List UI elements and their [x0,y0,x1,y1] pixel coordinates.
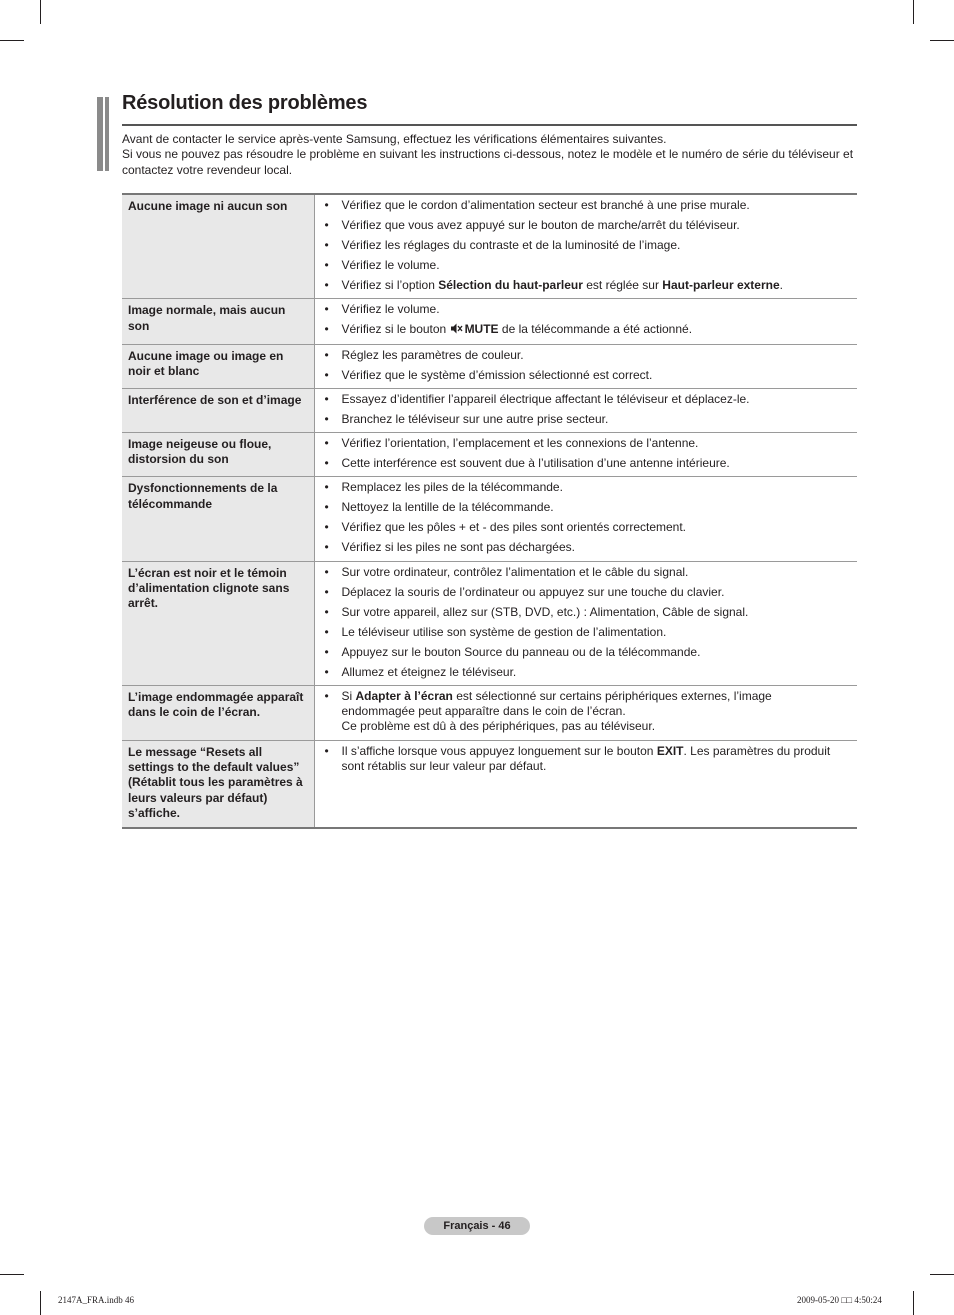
solution-item [325,198,848,213]
solution-item [325,625,848,640]
solution-text: Vérifiez que le cordon d’alimentation secteur est branché à une prise murale. [341,198,750,212]
emphasis-text: Haut-parleur externe [662,277,780,292]
solutions-cell [314,433,857,477]
solution-list [325,348,848,383]
solution-text: Vérifiez que les pôles + et - des piles sont orientés correctement. [341,520,687,535]
solution-item [325,392,848,407]
crop-mark [0,40,24,41]
solution-text: Vérifiez que vous avez appuyé sur le bouton de marche/arrêt du téléviseur. [341,217,740,232]
emphasis-text: Adapter à l’écran [355,688,453,703]
solution-text: Le téléviseur utilise son système de gestion de l’alimentation. [341,624,667,639]
solution-text: Remplacez les piles de la télécommande. [341,480,563,495]
solution-text: Allumez et éteignez le téléviseur. [341,664,517,679]
problem-cell: Dysfonctionnements de la télécommande [122,477,314,561]
problem-cell: Aucune image ou image en noir et blanc [122,344,314,388]
solution-text: Réglez les paramètres de couleur. [341,347,524,362]
solution-list [325,565,848,680]
solution-text: Essayez d’identifier l’appareil électrique affectant le téléviseur et déplacez-le. [341,391,750,406]
solution-text: Déplacez la souris de l’ordinateur ou appuyez sur une touche du clavier. [341,584,725,599]
solutions-cell [314,685,857,740]
page-title: Résolution des problèmes [122,92,368,114]
solutions-cell [314,388,857,432]
solution-text: Vérifiez si l’option [341,277,439,292]
solution-item [325,645,848,660]
solution-text: Appuyez sur le bouton Source du panneau ou de la télécommande. [341,644,701,659]
solution-item [325,302,848,317]
solution-text: de la télécommande a été actionné. [498,322,693,337]
crop-mark [0,1274,24,1275]
solutions-cell [314,344,857,388]
solution-list [325,744,848,775]
solution-item [325,540,848,555]
crop-mark [40,0,41,24]
footer-timestamp: 2009-05-20 □□ 4:50:24 [797,1295,882,1305]
solution-item [325,605,848,620]
solution-item [325,520,848,535]
solution-list [325,480,848,555]
crop-mark [930,40,954,41]
page-number-badge: Français - 46 [424,1217,530,1235]
solution-text: Il s’affiche lorsque vous appuyez longuement sur le bouton [341,743,657,758]
solution-item [325,368,848,383]
solution-item [325,565,848,580]
problem-cell: L’écran est noir et le témoin d’alimentation clignote sans arrêt. [122,561,314,685]
solution-item [325,218,848,233]
solution-text: . [779,277,783,292]
intro-paragraph: Si vous ne pouvez pas résoudre le problème en suivant les instructions ci-dessous, notez le modèle et le numéro de série du téléviseur et contactez votre revendeur local. [122,147,854,177]
solutions-cell [314,194,857,299]
solution-item [325,500,848,515]
solution-text: Vérifiez le volume. [341,302,440,317]
problem-cell: Aucune image ni aucun son [122,194,314,299]
solution-item [325,412,848,427]
crop-mark [930,1274,954,1275]
solution-text: Vérifiez l’orientation, l’emplacement et les connexions de l’antenne. [341,436,699,451]
footer-file-info: 2147A_FRA.indb 46 [58,1295,135,1305]
solution-text: Vérifiez que le système d’émission sélectionné est correct. [341,367,653,382]
solution-text: est sélectionné sur certains périphériques externes, l’image endommagée peut apparaître dans le coin de l’écran. [341,688,772,719]
solutions-cell [314,561,857,685]
solution-item [325,744,848,775]
solution-list [325,689,848,735]
title-accent-bars [97,97,111,171]
solution-item [325,258,848,273]
table-row [122,433,857,477]
solution-text: Vérifiez si le bouton [341,322,450,337]
solution-text: Vérifiez si les piles ne sont pas déchargées. [341,540,575,555]
solution-list [325,392,848,427]
solution-text: Si [341,688,356,703]
problem-cell: Interférence de son et d’image [122,388,314,432]
emphasis-text: Sélection du haut-parleur [438,277,583,292]
solution-text: Vérifiez les réglages du contraste et de la luminosité de l’image. [341,237,681,252]
solution-item [325,689,848,735]
solution-item [325,322,848,338]
solution-list [325,302,848,338]
mute-speaker-icon [451,323,463,338]
solution-item [325,348,848,363]
troubleshooting-table [122,193,857,829]
table-row [122,388,857,432]
crop-mark [40,1291,41,1315]
solution-item [325,665,848,680]
solution-item [325,238,848,253]
problem-cell: Le message “Resets all settings to the default values” (Rétablit tous les paramètres à leurs valeurs par défaut) s’affiche. [122,740,314,828]
table-row [122,561,857,685]
solution-text: Sur votre ordinateur, contrôlez l’alimentation et le câble du signal. [341,564,689,579]
table-row [122,299,857,344]
solution-text: Cette interférence est souvent due à l’utilisation d’une antenne intérieure. [341,456,730,471]
emphasis-text: MUTE [464,322,499,337]
solution-item [325,585,848,600]
solution-item [325,456,848,471]
solution-list [325,198,848,293]
solution-item [325,436,848,451]
problem-cell: L’image endommagée apparaît dans le coin de l’écran. [122,685,314,740]
intro-text [122,132,857,178]
solution-text: Branchez le téléviseur sur une autre prise secteur. [341,411,609,426]
table-row [122,740,857,828]
table-row [122,477,857,561]
solutions-cell [314,477,857,561]
emphasis-text: EXIT [656,743,684,758]
solution-item [325,278,848,293]
solution-text: . Les paramètres du produit sont rétablis sur leur valeur par défaut. [341,743,831,774]
solution-item [325,480,848,495]
solutions-cell [314,299,857,344]
solution-text: est réglée sur [582,277,663,292]
table-row [122,194,857,299]
solution-text: Nettoyez la lentille de la télécommande. [341,500,554,515]
table-row [122,685,857,740]
solution-text: Vérifiez le volume. [341,257,440,272]
title-divider [122,124,857,126]
solutions-cell [314,740,857,828]
solution-text: Ce problème est dû à des périphériques, pas au téléviseur. [341,719,656,734]
problem-cell: Image neigeuse ou floue, distorsion du son [122,433,314,477]
solution-text: Sur votre appareil, allez sur (STB, DVD, etc.) : Alimentation, Câble de signal. [341,604,749,619]
intro-paragraph: Avant de contacter le service après-vente Samsung, effectuez les vérifications élémentaires suivantes. [122,132,667,146]
table-row [122,344,857,388]
solution-list [325,436,848,471]
crop-mark [913,0,914,24]
problem-cell: Image normale, mais aucun son [122,299,314,344]
crop-mark [913,1291,914,1315]
